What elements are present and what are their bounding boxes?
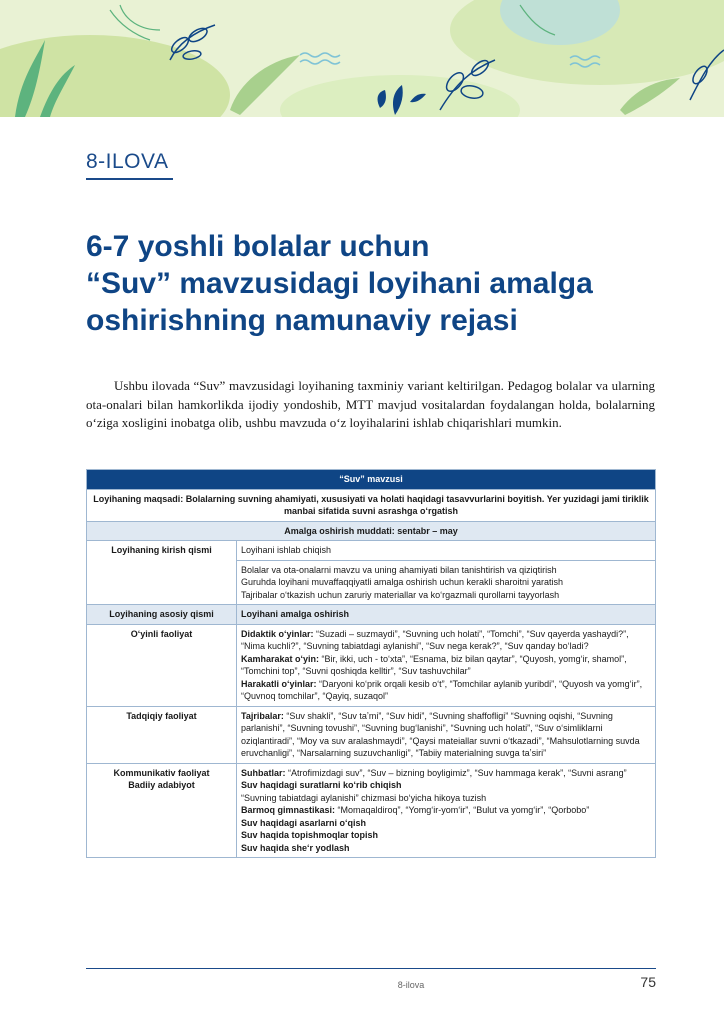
appendix-label: 8-ILOVA	[86, 150, 169, 173]
didactic-games-label: Didaktik oʻyinlar:	[241, 628, 314, 639]
intro-paragraph: Ushbu ilovada “Suv” mavzusidagi loyihaning taxminiy variant keltirilgan. Pedagog bolalar va ularning ota-onalari bilan hamkorlikda ijodiy yondoshib, MTT mavjud vositalardan foydalangan holda, bolalarning oʻziga xosligini inobatga olib, ushbu mavzuda oʻz loyihalarini ishlab chiqarishlari mumkin.	[86, 378, 655, 430]
games-label: Oʻyinli faoliyat	[87, 624, 237, 706]
table-row	[87, 521, 656, 541]
communication-label-line: Kommunikativ faoliyat	[113, 767, 210, 778]
title-line: “Suv” mavzusidagi loyihani amalga	[86, 267, 593, 300]
talks-text: “Atrofimizdagi suv”, “Suv – bizning boyligimiz”, “Suv hammaga kerak”, “Suvni asrang”	[285, 767, 627, 778]
main-phase-value: Loyihani amalga oshirish	[237, 605, 656, 625]
finger-gymnastics-label: Barmoq gimnastikasi:	[241, 805, 336, 815]
footer-divider	[86, 968, 656, 969]
experiments-text: “Suv shakli”, “Suv taʼmi”, “Suv hidi”, “Suvning shaffofligi” “Suvning oqishi, “Suvning parlanishi”, “Suvning tovushi”, “Suvning bugʻlanishi”, “Suvning uch holati”, “Suv oʻsimliklarni oziqlantiradi”, “Moy va suv aralashmaydi”, “Qaysi mateiallar suvni oʻtkazadi”, “Mahsulotlarning suvda eruvchanligi”, “Narsalarning suzuvchanligi”, “Tabiiy materialning suvga taʼsiri”	[241, 710, 640, 758]
step-line: Guruhda loyihani muvaffaqqiyatli amalga oshirish uchun kerakli sharoitni yaratish	[241, 577, 564, 587]
table-row	[87, 763, 656, 858]
main-phase-label: Loyihaning asosiy qismi	[87, 605, 237, 625]
story-activity: “Suvning tabiatdagi aylanishi” chizmasi boʻyicha hikoya tuzish	[241, 792, 487, 803]
research-label: Tadqiqiy faoliyat	[87, 706, 237, 763]
table-row	[87, 470, 656, 490]
riddles-activity: Suv haqida topishmoqlar topish	[241, 830, 379, 840]
movement-games	[241, 653, 651, 678]
didactic-games	[241, 628, 651, 653]
page-number: 75	[640, 974, 656, 990]
poems-activity: Suv haqida sheʻr yodlash	[241, 842, 350, 853]
communication-label	[87, 763, 237, 858]
games-content	[237, 624, 656, 706]
communication-content	[237, 763, 656, 858]
leaf-illustration	[0, 0, 724, 117]
intro-phase-step: Loyihani ishlab chiqish	[237, 541, 656, 561]
active-games-text: “Daryoni koʻprik orqali kesib oʻt”, “Tomchilar aylanib yuribdi”, “Quyosh va yomgʻir”, “Quvnoq tomchilar”, “Qayiq, suzaqol”	[241, 678, 643, 701]
table-row	[87, 489, 656, 521]
reading-activity: Suv haqidagi asarlarni oʻqish	[241, 817, 367, 828]
talks-label: Suhbatlar:	[241, 767, 286, 778]
movement-games-label: Kamharakat oʻyin:	[241, 653, 320, 664]
project-period: Amalga oshirish muddati: sentabr – may	[87, 521, 656, 541]
appendix-underline	[86, 178, 173, 180]
table-row	[87, 706, 656, 763]
project-plan-table	[86, 469, 656, 858]
table-row	[87, 605, 656, 625]
movement-games-text: “Bir, ikki, uch - toʻxta”, “Esnama, biz bilan qaytar”, “Quyosh, yomgʻir, shamol”, “Tomchini top”, “Suvni qoshiqda kelltir”, “Suv tashuvchilar”	[241, 653, 627, 676]
decorative-banner	[0, 0, 724, 117]
pictures-activity: Suv haqidagi suratlarni koʻrib chiqish	[241, 780, 402, 790]
project-goal: Loyihaning maqsadi: Bolalarning suvning ahamiyati, xususiyati va holati haqidagi tasavvurlarini boyitish. Yer yuzidagi jami tiriklik manbai sifatida suvni asrashga oʻrgatish	[87, 489, 656, 521]
intro-phase-steps	[237, 560, 656, 605]
title-line: 6-7 yoshli bolalar uchun	[86, 230, 430, 263]
finger-gymnastics-text: “Momaqaldiroq”, “Yomgʻir-yomʻir”, “Bulut va yomgʻir”, “Qorbobo”	[335, 805, 590, 815]
talks	[241, 767, 651, 780]
didactic-games-text: “Suzadi – suzmaydi”, “Suvning uch holati”, “Tomchi”, “Suv qayerda yashaydi?”, “Nima kuchli?”, “Suvning tabiatdagi aylanishi”, “Suv nega kerak?”, “Suv qanday boʻladi?	[241, 628, 629, 651]
table-heading: “Suv” mavzusi	[87, 470, 656, 490]
finger-gymnastics	[241, 804, 651, 817]
footer-label: 8-ilova	[397, 980, 425, 990]
literature-label-line: Badiiy adabiyot	[128, 780, 195, 790]
step-line: Bolalar va ota-onalarni mavzu va uning ahamiyati bilan tanishtirish va qiziqtirish	[241, 564, 557, 575]
active-games-label: Harakatli oʻyinlar:	[241, 678, 317, 689]
step-line: Tajribalar oʻtkazish uchun zaruriy materiallar va koʻrgazmali qurollarni tayyorlash	[241, 589, 560, 600]
active-games	[241, 678, 651, 703]
table-row	[87, 541, 656, 561]
table-row	[87, 624, 656, 706]
title-line: oshirishning namunaviy rejasi	[86, 304, 518, 337]
page-title	[86, 228, 686, 339]
experiments-label: Tajribalar:	[241, 710, 284, 721]
experiments	[241, 710, 651, 760]
research-content	[237, 706, 656, 763]
intro-phase-label: Loyihaning kirish qismi	[87, 541, 237, 605]
